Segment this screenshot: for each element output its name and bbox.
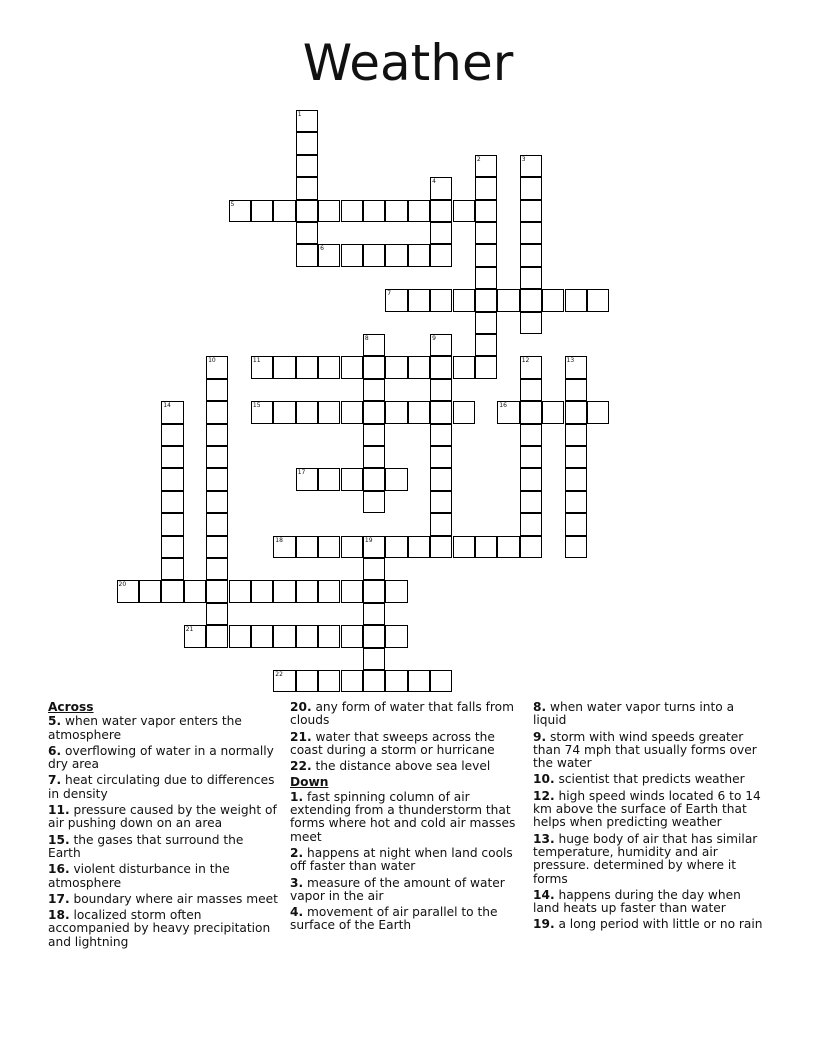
crossword-cell[interactable] bbox=[296, 468, 318, 490]
clue-item bbox=[48, 834, 278, 861]
crossword-cell[interactable] bbox=[251, 580, 273, 602]
clue-item-number: 10. bbox=[533, 772, 555, 787]
crossword-cell[interactable] bbox=[206, 424, 228, 446]
crossword-cell[interactable] bbox=[296, 110, 318, 132]
clue-item-text: huge body of air that has similar temperature, humidity and air pressure. determined by where it forms bbox=[533, 831, 758, 886]
clue-item bbox=[533, 833, 765, 886]
crossword-cell[interactable] bbox=[251, 356, 273, 378]
crossword-cell[interactable] bbox=[565, 356, 587, 378]
crossword-cell[interactable] bbox=[318, 580, 340, 602]
crossword-cell[interactable] bbox=[520, 155, 542, 177]
crossword-cell[interactable] bbox=[385, 289, 407, 311]
crossword-cell[interactable] bbox=[385, 356, 407, 378]
clue-item-text: a long period with little or no rain bbox=[554, 917, 763, 932]
crossword-cell[interactable] bbox=[363, 379, 385, 401]
clue-item-number: 4. bbox=[290, 905, 304, 920]
crossword-cell[interactable] bbox=[318, 625, 340, 647]
crossword-cell[interactable] bbox=[565, 468, 587, 490]
clue-number: 13 bbox=[566, 357, 575, 365]
crossword-cell[interactable] bbox=[385, 625, 407, 647]
crossword-cell[interactable] bbox=[273, 625, 295, 647]
clue-item bbox=[48, 909, 278, 949]
clue-item-text: the gases that surround the Earth bbox=[48, 832, 244, 860]
crossword-cell[interactable] bbox=[251, 625, 273, 647]
crossword-cell[interactable] bbox=[453, 536, 475, 558]
clue-item-number: 12. bbox=[533, 788, 555, 803]
crossword-cell[interactable] bbox=[520, 244, 542, 266]
clue-item-text: scientist that predicts weather bbox=[554, 772, 745, 787]
crossword-cell[interactable] bbox=[341, 401, 363, 423]
crossword-cell[interactable] bbox=[206, 558, 228, 580]
crossword-cell[interactable] bbox=[430, 356, 452, 378]
clue-item-number: 20. bbox=[290, 700, 312, 714]
crossword-cell[interactable] bbox=[296, 177, 318, 199]
clue-item-text: boundary where air masses meet bbox=[69, 891, 278, 906]
crossword-cell[interactable] bbox=[206, 356, 228, 378]
crossword-cell[interactable] bbox=[117, 580, 139, 602]
crossword-cell[interactable] bbox=[408, 670, 430, 692]
clue-item-text: violent disturbance in the atmosphere bbox=[48, 862, 230, 890]
crossword-cell[interactable] bbox=[296, 625, 318, 647]
crossword-cell[interactable] bbox=[520, 401, 542, 423]
clues-column-3 bbox=[533, 701, 765, 935]
crossword-cell[interactable] bbox=[408, 536, 430, 558]
clue-item-text: when water vapor turns into a liquid bbox=[533, 700, 735, 728]
crossword-cell[interactable] bbox=[229, 625, 251, 647]
crossword-cell[interactable] bbox=[430, 200, 452, 222]
crossword-cell[interactable] bbox=[408, 289, 430, 311]
clue-item-text: happens during the day when land heats up faster than water bbox=[533, 887, 741, 916]
clue-item bbox=[290, 791, 520, 844]
crossword-cell[interactable] bbox=[363, 356, 385, 378]
crossword-cell[interactable] bbox=[296, 222, 318, 244]
crossword-cell[interactable] bbox=[363, 625, 385, 647]
clue-item bbox=[48, 745, 278, 772]
crossword-cell[interactable] bbox=[430, 244, 452, 266]
clue-number: 19 bbox=[364, 536, 373, 544]
crossword-cell[interactable] bbox=[520, 177, 542, 199]
crossword-cell[interactable] bbox=[520, 491, 542, 513]
crossword-cell[interactable] bbox=[520, 312, 542, 334]
crossword-cell[interactable] bbox=[385, 244, 407, 266]
clue-item-number: 2. bbox=[290, 845, 304, 860]
crossword-cell[interactable] bbox=[520, 289, 542, 311]
clue-item bbox=[290, 731, 520, 758]
clues-column-2 bbox=[290, 701, 520, 936]
clue-item-text: happens at night when land cools off faster than water bbox=[290, 845, 513, 874]
clue-item-number: 18. bbox=[48, 908, 70, 923]
clue-number: 14 bbox=[163, 402, 171, 410]
crossword-cell[interactable] bbox=[206, 603, 228, 625]
clue-number: 5 bbox=[230, 200, 235, 208]
crossword-cell[interactable] bbox=[161, 558, 183, 580]
crossword-cell[interactable] bbox=[475, 289, 497, 311]
crossword-cell[interactable] bbox=[430, 536, 452, 558]
clue-item-text: water that sweeps across the coast during a storm or hurricane bbox=[290, 729, 495, 757]
crossword-cell[interactable] bbox=[363, 603, 385, 625]
clue-item bbox=[533, 773, 765, 786]
crossword-cell[interactable] bbox=[161, 580, 183, 602]
crossword-cell[interactable] bbox=[318, 468, 340, 490]
crossword-cell[interactable] bbox=[161, 536, 183, 558]
clue-item-text: movement of air parallel to the surface of the Earth bbox=[290, 905, 498, 933]
crossword-cell[interactable] bbox=[520, 446, 542, 468]
crossword-cell[interactable] bbox=[385, 401, 407, 423]
crossword-cell[interactable] bbox=[587, 401, 609, 423]
clue-item bbox=[533, 889, 765, 916]
crossword-cell[interactable] bbox=[475, 244, 497, 266]
crossword-cell[interactable] bbox=[139, 580, 161, 602]
clue-item-text: storm with wind speeds greater than 74 mph that usually forms over the water bbox=[533, 729, 757, 771]
crossword-cell[interactable] bbox=[430, 491, 452, 513]
crossword-cell[interactable] bbox=[520, 267, 542, 289]
clue-item bbox=[290, 701, 520, 728]
crossword-cell[interactable] bbox=[542, 401, 564, 423]
clue-number: 6 bbox=[320, 245, 324, 253]
clue-item bbox=[48, 804, 278, 831]
clue-number: 18 bbox=[275, 536, 283, 544]
crossword-cell[interactable] bbox=[363, 468, 385, 490]
clue-item-text: localized storm often accompanied by heavy precipitation and lightning bbox=[48, 908, 271, 949]
crossword-cell[interactable] bbox=[161, 446, 183, 468]
crossword-cell[interactable] bbox=[475, 155, 497, 177]
clue-item-text: high speed winds located 6 to 14 km above the surface of Earth that helps when predicting weather bbox=[533, 788, 761, 830]
crossword-cell[interactable] bbox=[430, 379, 452, 401]
clue-number: 21 bbox=[185, 626, 194, 634]
crossword-cell[interactable] bbox=[453, 356, 475, 378]
clue-number: 22 bbox=[275, 671, 283, 678]
clue-item bbox=[48, 863, 278, 890]
crossword-cell[interactable] bbox=[430, 289, 452, 311]
crossword-cell[interactable] bbox=[363, 334, 385, 356]
clue-item-number: 19. bbox=[533, 917, 555, 932]
crossword-cell[interactable] bbox=[341, 356, 363, 378]
clue-number: 11 bbox=[252, 357, 261, 365]
crossword-cell[interactable] bbox=[363, 580, 385, 602]
crossword-cell[interactable] bbox=[497, 289, 519, 311]
crossword-cell[interactable] bbox=[363, 536, 385, 558]
clue-item-text: overflowing of water in a normally dry area bbox=[48, 743, 274, 772]
page-title: Weather bbox=[302, 34, 514, 92]
crossword-cell[interactable] bbox=[161, 491, 183, 513]
clue-item bbox=[48, 715, 278, 742]
clue-item bbox=[290, 906, 520, 933]
crossword-cell[interactable] bbox=[520, 424, 542, 446]
clue-number: 15 bbox=[252, 402, 261, 410]
crossword-cell[interactable] bbox=[565, 289, 587, 311]
crossword-cell[interactable] bbox=[520, 200, 542, 222]
crossword-cell[interactable] bbox=[206, 446, 228, 468]
crossword-cell[interactable] bbox=[251, 200, 273, 222]
crossword-cell[interactable] bbox=[296, 580, 318, 602]
crossword-cell[interactable] bbox=[565, 491, 587, 513]
crossword-cell[interactable] bbox=[206, 401, 228, 423]
crossword-cell[interactable] bbox=[565, 424, 587, 446]
crossword-cell[interactable] bbox=[273, 580, 295, 602]
across-heading: Across bbox=[48, 700, 94, 714]
crossword-cell[interactable] bbox=[385, 468, 407, 490]
crossword-cell[interactable] bbox=[161, 468, 183, 490]
crossword-cell[interactable] bbox=[430, 670, 452, 692]
crossword-cell[interactable] bbox=[161, 424, 183, 446]
clue-number: 9 bbox=[432, 335, 436, 342]
crossword-cell[interactable] bbox=[408, 200, 430, 222]
crossword-cell[interactable] bbox=[206, 491, 228, 513]
crossword-cell[interactable] bbox=[565, 401, 587, 423]
crossword-cell[interactable] bbox=[408, 356, 430, 378]
crossword-cell[interactable] bbox=[296, 401, 318, 423]
clue-item bbox=[290, 847, 520, 874]
clue-item bbox=[290, 760, 520, 773]
clue-item-number: 7. bbox=[48, 773, 62, 788]
crossword-cell[interactable] bbox=[542, 289, 564, 311]
crossword-cell[interactable] bbox=[363, 558, 385, 580]
clue-item-number: 22. bbox=[290, 759, 312, 774]
crossword-cell[interactable] bbox=[229, 580, 251, 602]
crossword-cell[interactable] bbox=[475, 334, 497, 356]
crossword-cell[interactable] bbox=[520, 379, 542, 401]
clue-number: 4 bbox=[432, 178, 436, 186]
crossword-cell[interactable] bbox=[408, 244, 430, 266]
crossword-cell[interactable] bbox=[363, 424, 385, 446]
crossword-cell[interactable] bbox=[206, 580, 228, 602]
crossword-cell[interactable] bbox=[430, 334, 452, 356]
clue-item-number: 13. bbox=[533, 831, 555, 846]
crossword-cell[interactable] bbox=[363, 446, 385, 468]
clue-item bbox=[533, 701, 765, 728]
crossword-cell[interactable] bbox=[206, 625, 228, 647]
clue-item-number: 14. bbox=[533, 887, 555, 902]
crossword-cell[interactable] bbox=[206, 536, 228, 558]
clue-number: 16 bbox=[499, 402, 507, 410]
crossword-cell[interactable] bbox=[385, 536, 407, 558]
crossword-cell[interactable] bbox=[161, 513, 183, 535]
crossword-cell[interactable] bbox=[520, 222, 542, 244]
crossword-cell[interactable] bbox=[475, 200, 497, 222]
clue-number: 20 bbox=[118, 581, 127, 589]
clue-number: 12 bbox=[521, 357, 530, 365]
clue-item-number: 1. bbox=[290, 789, 304, 804]
crossword-cell[interactable] bbox=[318, 356, 340, 378]
crossword-cell[interactable] bbox=[273, 670, 295, 692]
crossword-cell[interactable] bbox=[363, 200, 385, 222]
crossword-cell[interactable] bbox=[341, 244, 363, 266]
crossword-cell[interactable] bbox=[453, 401, 475, 423]
crossword-cell[interactable] bbox=[475, 312, 497, 334]
clue-number: 1 bbox=[297, 111, 302, 118]
crossword-cell[interactable] bbox=[475, 177, 497, 199]
crossword-cell[interactable] bbox=[341, 468, 363, 490]
clue-number: 7 bbox=[387, 290, 392, 298]
crossword-cell[interactable] bbox=[430, 468, 452, 490]
crossword-cell[interactable] bbox=[520, 356, 542, 378]
crossword-cell[interactable] bbox=[273, 200, 295, 222]
crossword-cell[interactable] bbox=[251, 401, 273, 423]
crossword-cell[interactable] bbox=[296, 155, 318, 177]
crossword-cell[interactable] bbox=[430, 424, 452, 446]
crossword-cell[interactable] bbox=[520, 513, 542, 535]
crossword-cell[interactable] bbox=[497, 401, 519, 423]
crossword-cell[interactable] bbox=[318, 536, 340, 558]
clues-column-1 bbox=[48, 701, 278, 952]
clue-item-number: 6. bbox=[48, 743, 62, 758]
crossword-cell[interactable] bbox=[453, 200, 475, 222]
crossword-cell[interactable] bbox=[273, 356, 295, 378]
crossword-cell[interactable] bbox=[206, 513, 228, 535]
clue-item-text: measure of the amount of water vapor in the air bbox=[290, 875, 505, 903]
crossword-cell[interactable] bbox=[363, 648, 385, 670]
crossword-cell[interactable] bbox=[341, 670, 363, 692]
crossword-cell[interactable] bbox=[565, 446, 587, 468]
clue-item-text: pressure caused by the weight of air pushing down on an area bbox=[48, 803, 277, 831]
crossword-cell[interactable] bbox=[408, 401, 430, 423]
crossword-cell[interactable] bbox=[363, 670, 385, 692]
clue-item bbox=[533, 790, 765, 830]
crossword-cell[interactable] bbox=[475, 222, 497, 244]
crossword-cell[interactable] bbox=[296, 200, 318, 222]
crossword-cell[interactable] bbox=[296, 536, 318, 558]
crossword-cell[interactable] bbox=[565, 536, 587, 558]
clue-item-number: 8. bbox=[533, 700, 547, 714]
clue-item-text: when water vapor enters the atmosphere bbox=[48, 714, 242, 742]
clue-item bbox=[290, 877, 520, 904]
clue-item-number: 9. bbox=[533, 729, 547, 744]
clue-item-text: any form of water that falls from clouds bbox=[290, 700, 514, 728]
clue-item bbox=[533, 731, 765, 771]
clue-item-number: 5. bbox=[48, 714, 62, 729]
clue-item bbox=[48, 893, 278, 906]
crossword-cell[interactable] bbox=[184, 580, 206, 602]
crossword-cell[interactable] bbox=[296, 670, 318, 692]
crossword-cell[interactable] bbox=[565, 379, 587, 401]
crossword-cell[interactable] bbox=[318, 200, 340, 222]
crossword-cell[interactable] bbox=[318, 244, 340, 266]
clue-item-text: the distance above sea level bbox=[311, 759, 491, 774]
crossword-cell[interactable] bbox=[296, 356, 318, 378]
clue-item-number: 16. bbox=[48, 862, 70, 877]
crossword-cell[interactable] bbox=[341, 200, 363, 222]
crossword-cell[interactable] bbox=[161, 401, 183, 423]
crossword-cell[interactable] bbox=[273, 401, 295, 423]
crossword-cell[interactable] bbox=[430, 446, 452, 468]
crossword-cell[interactable] bbox=[430, 513, 452, 535]
clue-item-number: 21. bbox=[290, 729, 312, 744]
clue-number: 17 bbox=[297, 469, 306, 477]
crossword-cell[interactable] bbox=[363, 491, 385, 513]
crossword-cell[interactable] bbox=[453, 289, 475, 311]
crossword-cell[interactable] bbox=[430, 401, 452, 423]
clue-item-number: 3. bbox=[290, 875, 304, 890]
clue-number: 2 bbox=[476, 155, 481, 163]
crossword-cell[interactable] bbox=[385, 200, 407, 222]
crossword-cell[interactable] bbox=[385, 580, 407, 602]
crossword-cell[interactable] bbox=[341, 625, 363, 647]
down-heading: Down bbox=[290, 775, 329, 790]
crossword-cell[interactable] bbox=[318, 401, 340, 423]
crossword-cell[interactable] bbox=[475, 356, 497, 378]
clue-item-text: fast spinning column of air extending from a thunderstorm that forms where hot and cold air masses meet bbox=[290, 789, 516, 844]
clue-number: 10 bbox=[208, 357, 216, 365]
crossword-cell[interactable] bbox=[318, 670, 340, 692]
crossword-cell[interactable] bbox=[430, 222, 452, 244]
clue-item bbox=[48, 774, 278, 801]
clue-item bbox=[533, 918, 765, 931]
clue-item-number: 15. bbox=[48, 832, 70, 847]
crossword-cell[interactable] bbox=[341, 536, 363, 558]
crossword-cell[interactable] bbox=[430, 177, 452, 199]
crossword-cell[interactable] bbox=[520, 536, 542, 558]
crossword-cell[interactable] bbox=[363, 244, 385, 266]
crossword-cell[interactable] bbox=[229, 200, 251, 222]
crossword-cell[interactable] bbox=[296, 132, 318, 154]
clue-item-number: 17. bbox=[48, 891, 70, 906]
crossword-cell[interactable] bbox=[520, 468, 542, 490]
crossword-cell[interactable] bbox=[497, 536, 519, 558]
crossword-cell[interactable] bbox=[296, 244, 318, 266]
crossword-cell[interactable] bbox=[341, 580, 363, 602]
crossword-cell[interactable] bbox=[206, 468, 228, 490]
clue-item-number: 11. bbox=[48, 803, 70, 818]
crossword-cell[interactable] bbox=[363, 401, 385, 423]
crossword-cell[interactable] bbox=[565, 513, 587, 535]
clue-number: 3 bbox=[521, 155, 526, 163]
clue-number: 8 bbox=[364, 335, 369, 342]
crossword-cell[interactable] bbox=[587, 289, 609, 311]
crossword-cell[interactable] bbox=[475, 267, 497, 289]
crossword-cell[interactable] bbox=[273, 536, 295, 558]
crossword-cell[interactable] bbox=[385, 670, 407, 692]
crossword-cell[interactable] bbox=[206, 379, 228, 401]
crossword-cell[interactable] bbox=[475, 536, 497, 558]
clue-item-text: heat circulating due to differences in density bbox=[48, 773, 275, 801]
crossword-cell[interactable] bbox=[184, 625, 206, 647]
